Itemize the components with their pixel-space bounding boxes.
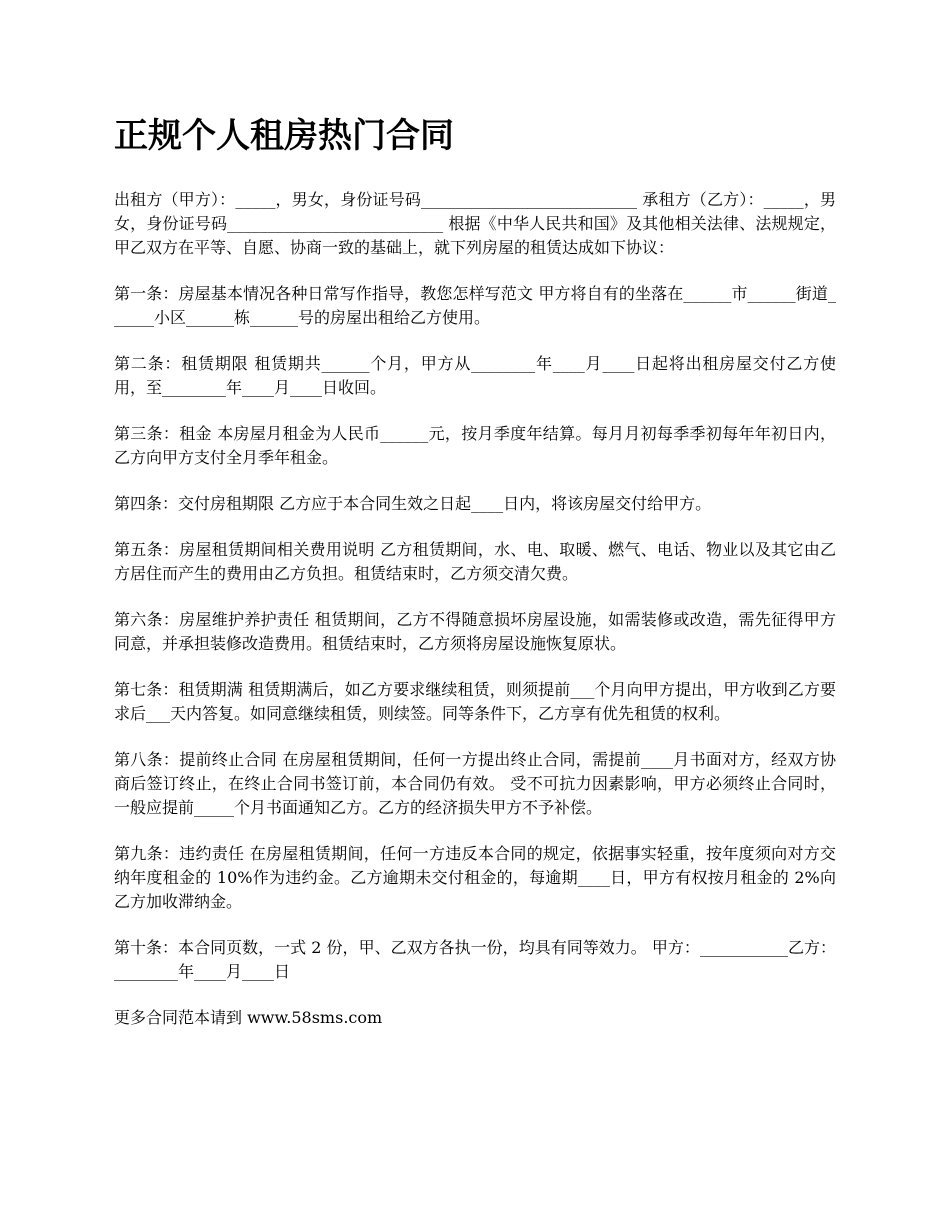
article-9: 第九条：违约责任 在房屋租赁期间，任何一方违反本合同的规定，依据事实轻重，按年度须向对方交纳年度租金的 10%作为违约金。乙方逾期未交付租金的，每逾期____日，甲方有权按月租金的 2%向乙方加收滞纳金。 [114,844,836,911]
document-page [114,112,836,1052]
footer-note: 更多合同范本请到 www.58sms.com [114,1008,383,1027]
article-4: 第四条：交付房租期限 乙方应于本合同生效之日起____日内，将该房屋交付给甲方。 [114,494,712,513]
article-10: 第十条：本合同页数，一式 2 份，甲、乙双方各执一份，均具有同等效力。 甲方：___________乙方：________年____月____日 [114,938,836,981]
article-1: 第一条：房屋基本情况各种日常写作指导，教您怎样写范文 甲方将自有的坐落在______市______街道______小区______栋______号的房屋出租给乙方使用。 [114,284,836,327]
intro-paragraph: 出租方（甲方）：_____，男女，身份证号码___________________________ 承租方（乙方）：_____，男女，身份证号码___________________________ 根据《中华人民共和国》及其他相关法律、法规规定，甲乙双方在平等、自愿、协商一致的基础上，就下列房屋的租赁达成如下协议： [114,190,836,257]
article-3: 第三条：租金 本房屋月租金为人民币______元，按月季度年结算。每月月初每季季初每年年初日内，乙方向甲方支付全月季年租金。 [114,424,836,467]
article-7: 第七条：租赁期满 租赁期满后，如乙方要求继续租赁，则须提前___个月向甲方提出，甲方收到乙方要求后___天内答复。如同意继续租赁，则续签。同等条件下，乙方享有优先租赁的权利。 [114,680,836,723]
article-6: 第六条：房屋维护养护责任 租赁期间，乙方不得随意损坏房屋设施，如需装修或改造，需先征得甲方同意，并承担装修改造费用。租赁结束时，乙方须将房屋设施恢复原状。 [114,610,836,653]
document-title: 正规个人租房热门合同 [114,116,454,156]
article-2: 第二条：租赁期限 租赁期共______个月，甲方从________年____月____日起将出租房屋交付乙方使用，至________年____月____日收回。 [114,354,836,397]
article-5: 第五条：房屋租赁期间相关费用说明 乙方租赁期间，水、电、取暖、燃气、电话、物业以及其它由乙方居住而产生的费用由乙方负担。租赁结束时，乙方须交清欠费。 [114,540,836,583]
article-8: 第八条：提前终止合同 在房屋租赁期间，任何一方提出终止合同，需提前____月书面对方，经双方协商后签订终止，在终止合同书签订前，本合同仍有效。 受不可抗力因素影响，甲方必须终止合同时，一般应提前_____个月书面通知乙方。乙方的经济损失甲方不予补偿。 [114,750,836,817]
